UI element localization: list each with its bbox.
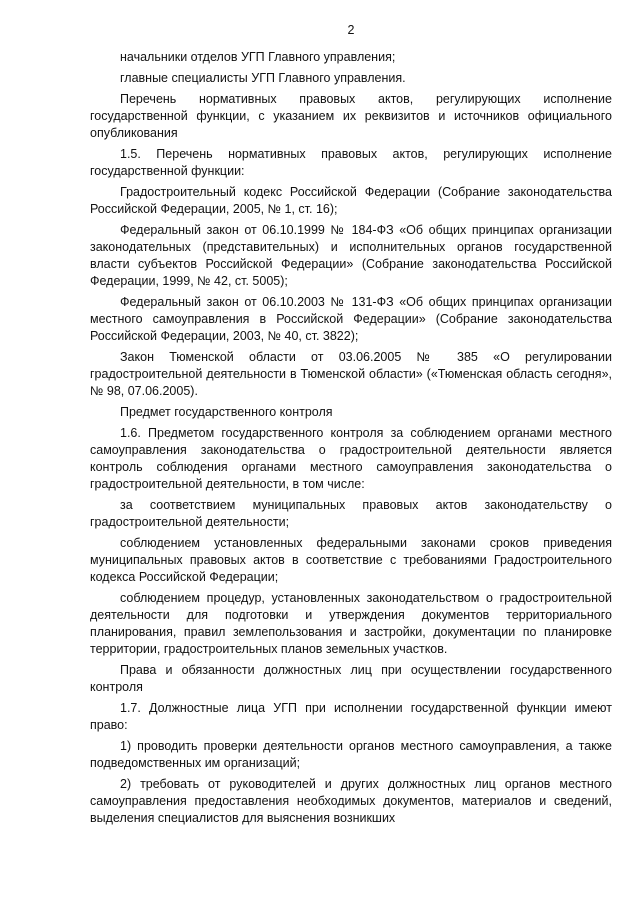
right-item-2: 2) требовать от руководителей и других должностных лиц органов местного самоуправления предоставления необходимых документов, материалов и сведений, выделения специалистов для выяснения возникших: [90, 777, 612, 825]
legal-act-tyumen-law-385: Закон Тюменской области от 03.06.2005 № 385 «О регулировании градостроительной деятельности в Тюменской области» («Тюменская область сегодня», № 98, 07.06.2005).: [90, 350, 612, 398]
list-item-department-heads: начальники отделов УГП Главного управления;: [120, 50, 396, 64]
section-heading-rights-duties: Права и обязанности должностных лиц при осуществлении государственного контроля: [90, 663, 612, 694]
page-number: 2: [347, 23, 355, 37]
legal-act-urban-planning-code: Градостроительный кодекс Российской Федерации (Собрание законодательства Российской Федерации, 2005, № 1, ст. 16);: [90, 185, 612, 216]
section-heading-legal-acts: Перечень нормативных правовых актов, регулирующих исполнение государственной функции, с указанием их реквизитов и источников официального опубликования: [90, 92, 612, 140]
paragraph-1-7: 1.7. Должностные лица УГП при исполнении государственной функции имеют право:: [90, 701, 612, 732]
control-item-procedures: соблюдением процедур, установленных законодательством о градостроительной деятельности для подготовки и утверждения документов территориального планирования, правил землепользования и застройки, документации по планировке территории, градостроительных планов земельных участков.: [90, 591, 612, 656]
legal-act-federal-law-184: Федеральный закон от 06.10.1999 № 184-ФЗ «Об общих принципах организации законодательных (представительных) и исполнительных органов государственной власти субъектов Российской Федерации» (Собрание законодательства Российской Федерации, 1999, № 42, ст. 5005);: [90, 223, 612, 288]
list-item-chief-specialists: главные специалисты УГП Главного управления.: [120, 71, 406, 85]
control-item-deadlines: соблюдением установленных федеральными законами сроков приведения муниципальных правовых актов в соответствие с требованиями Градостроительного кодекса Российской Федерации;: [90, 536, 612, 584]
paragraph-1-6: 1.6. Предметом государственного контроля за соблюдением органами местного самоуправления законодательства о градостроительной деятельности является контроль соблюдения органами местного самоуправления законодательства о градостроительной деятельности, в том числе:: [90, 426, 612, 491]
section-heading-subject-of-control: Предмет государственного контроля: [120, 405, 333, 419]
legal-act-federal-law-131: Федеральный закон от 06.10.2003 № 131-ФЗ «Об общих принципах организации местного самоуправления в Российской Федерации» (Собрание законодательства Российской Федерации, 2003, № 40, ст. 3822);: [90, 295, 612, 343]
right-item-1: 1) проводить проверки деятельности органов местного самоуправления, а также подведомственных им организаций;: [90, 739, 612, 770]
control-item-municipal-acts: за соответствием муниципальных правовых актов законодательству о градостроительной деятельности;: [90, 498, 612, 529]
paragraph-1-5: 1.5. Перечень нормативных правовых актов, регулирующих исполнение государственной функции:: [90, 147, 612, 178]
